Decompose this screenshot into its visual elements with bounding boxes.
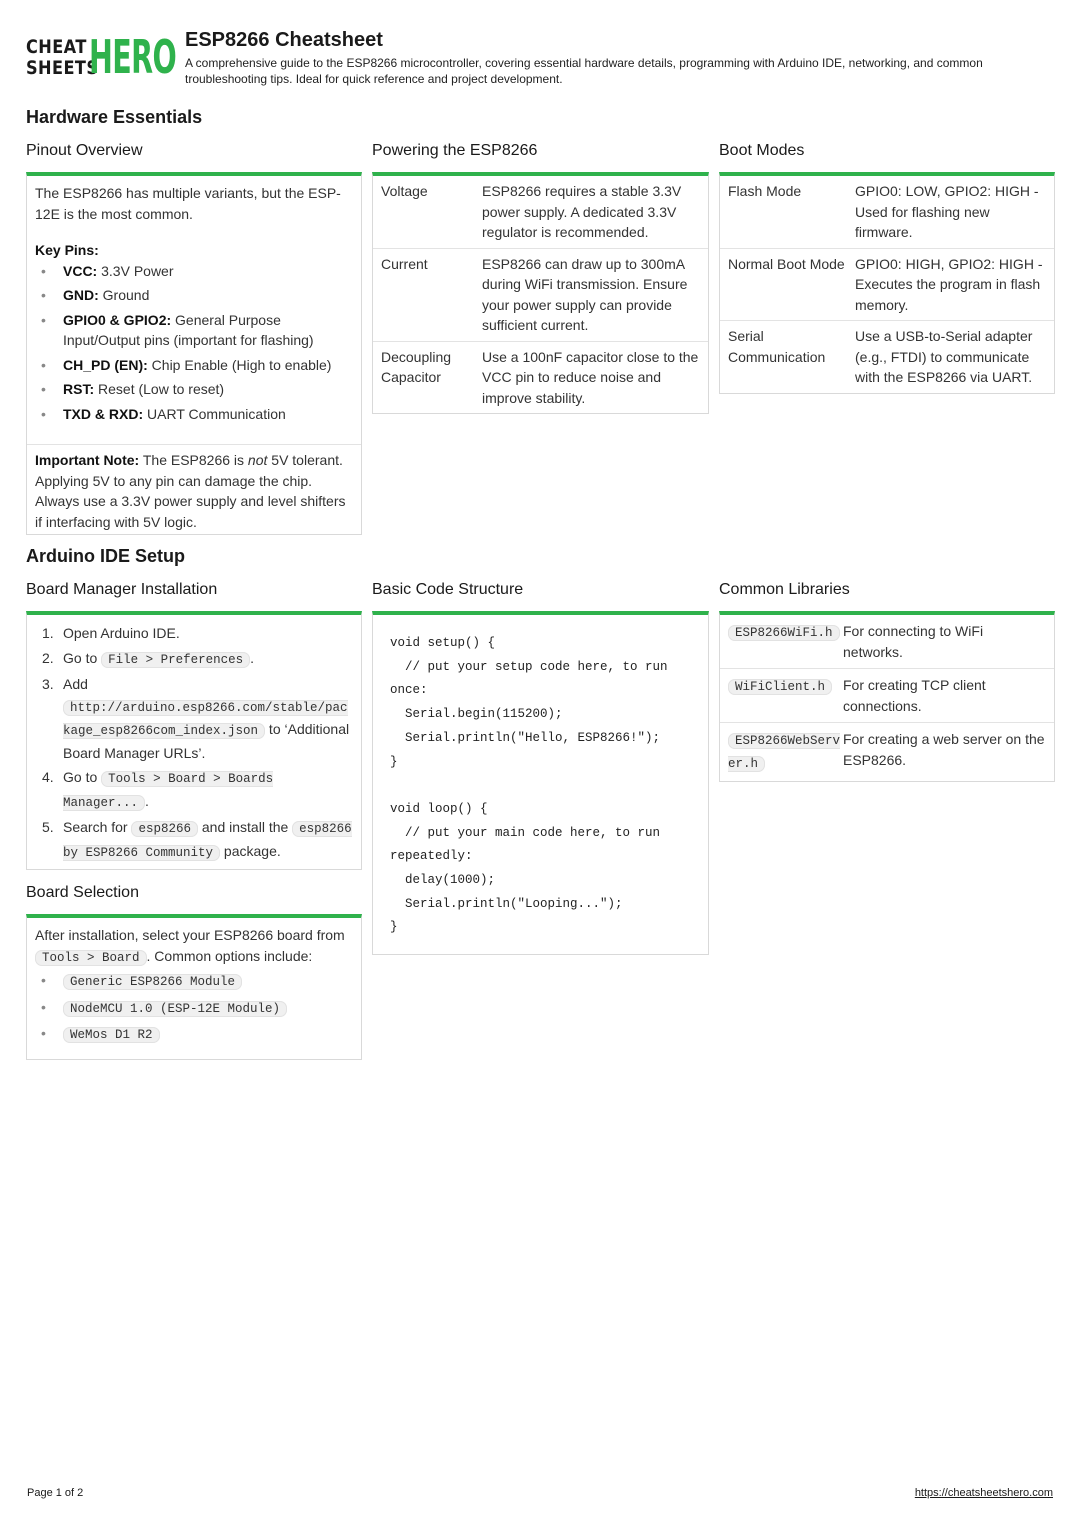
install-step-4: 4. Go to Tools > Board > Boards Manager... . <box>42 769 274 810</box>
boot-mode-key: Flash Mode <box>728 183 802 199</box>
library-row <box>720 615 1054 669</box>
library-row <box>720 723 1054 781</box>
power-value: ESP8266 requires a stable 3.3V power supply. A dedicated 3.3V regulator is recommended. <box>482 183 682 240</box>
libraries-title: Common Libraries <box>719 581 850 598</box>
important-note: Important Note: The ESP8266 is not 5V tolerant. Applying 5V to any pin can damage the chip. Always use a 3.3V power supply and level shifters if interfacing with 5V logic. <box>35 452 346 530</box>
key-pin-item: • VCC: 3.3V Power <box>35 261 353 282</box>
logo-hero: HERO <box>89 30 177 84</box>
board-selection-title: Board Selection <box>26 884 139 901</box>
pinout-card <box>26 172 362 535</box>
board-option: • Generic ESP8266 Module <box>35 970 353 993</box>
boot-mode-value: GPIO0: LOW, GPIO2: HIGH - Used for flashing new firmware. <box>855 183 1039 240</box>
board-manager-url: http://arduino.esp8266.com/stable/package_esp8266com_index.json <box>63 700 348 738</box>
code-block: void setup() { // put your setup code here, to run once: Serial.begin(115200); Serial.println("Hello, ESP8266!"); } void loop() { // put your main code here, to run repeatedly: delay(1000); Serial.println("Looping..."); } <box>390 636 668 935</box>
pinout-title: Pinout Overview <box>26 142 143 159</box>
power-key: Current <box>381 255 428 272</box>
pinout-intro: The ESP8266 has multiple variants, but the ESP-12E is the most common. <box>35 185 341 222</box>
key-pins-label: Key Pins: <box>35 242 99 258</box>
install-step-3: 3. Add http://arduino.esp8266.com/stable/package_esp8266com_index.json to ‘Additional Board Manager URLs’. <box>42 676 350 761</box>
key-pin-item: • RST: Reset (Low to reset) <box>35 379 353 400</box>
power-title: Powering the ESP8266 <box>372 142 538 159</box>
power-key: Voltage <box>381 183 428 199</box>
libraries-card <box>719 611 1055 782</box>
boot-mode-row <box>720 321 1054 393</box>
key-pin-item: • TXD & RXD: UART Communication <box>35 404 353 425</box>
install-steps <box>35 623 353 864</box>
page-number: Page 1 of 2 <box>27 1487 84 1499</box>
power-value: ESP8266 can draw up to 300mA during WiFi transmission. Ensure your power supply can provide sufficient current. <box>482 255 688 333</box>
board-manager-title: Board Manager Installation <box>26 581 218 598</box>
library-value: For connecting to WiFi networks. <box>843 623 984 660</box>
power-card <box>372 172 709 414</box>
key-pin-item: • CH_PD (EN): Chip Enable (High to enable) <box>35 355 353 376</box>
cheatsheets-hero-logo <box>26 30 177 84</box>
boot-card <box>719 172 1055 394</box>
power-value: Use a 100nF capacitor close to the VCC pin to reduce noise and improve stability. <box>482 348 699 406</box>
power-key: Decoupling Capacitor <box>381 348 452 385</box>
board-option: • WeMos D1 R2 <box>35 1023 353 1046</box>
board-options-list <box>35 970 353 1046</box>
code-structure-card <box>372 611 709 955</box>
key-pin-item: • GND: Ground <box>35 285 353 306</box>
page-title: ESP8266 Cheatsheet <box>185 29 383 51</box>
key-pin-item: • GPIO0 & GPIO2: General Purpose Input/Output pins (important for flashing) <box>35 310 353 351</box>
boot-mode-key: Serial Communication <box>728 328 826 365</box>
board-option: • NodeMCU 1.0 (ESP-12E Module) <box>35 997 353 1020</box>
section-hardware-essentials: Hardware Essentials <box>26 107 203 127</box>
section-arduino-ide-setup: Arduino IDE Setup <box>26 546 185 566</box>
key-pins-list <box>35 261 353 425</box>
logo-line1: CHEAT <box>26 36 87 58</box>
boot-mode-row <box>720 176 1054 249</box>
library-key: ESP8266WebServer.h <box>728 734 841 771</box>
power-row <box>373 342 708 414</box>
code-structure-title: Basic Code Structure <box>372 581 524 598</box>
install-step-1: 1. Open Arduino IDE. <box>42 625 180 641</box>
library-value: For creating TCP client connections. <box>843 677 986 714</box>
library-key: ESP8266WiFi.h <box>728 621 843 662</box>
boot-mode-value: Use a USB-to-Serial adapter (e.g., FTDI) to communicate with the ESP8266 via UART. <box>855 328 1033 385</box>
power-row <box>373 249 708 342</box>
boot-title: Boot Modes <box>719 142 805 159</box>
install-step-5: 5. Search for esp8266 and install the esp8266 by ESP8266 Community package. <box>42 819 352 860</box>
page-subtitle: A comprehensive guide to the ESP8266 microcontroller, covering essential hardware details, programming with Arduino IDE, networking, and common troubleshooting tips. Ideal for quick reference and project development. <box>185 56 983 86</box>
library-row <box>720 669 1054 723</box>
logo-line2: SHEETS <box>26 57 99 79</box>
boot-mode-key: Normal Boot Mode <box>728 255 845 272</box>
board-selection-card <box>26 914 362 1060</box>
boot-mode-value: GPIO0: HIGH, GPIO2: HIGH - Executes the program in flash memory. <box>855 255 1043 313</box>
board-selection-intro: After installation, select your ESP8266 board from Tools > Board . Common options include: <box>35 927 345 965</box>
library-key: WiFiClient.h <box>728 675 843 716</box>
power-row <box>373 176 708 249</box>
footer-link[interactable]: https://cheatsheetshero.com <box>914 1487 1053 1499</box>
library-value: For creating a web server on the ESP8266. <box>843 731 1045 768</box>
install-step-2: 2. Go to File > Preferences . <box>42 649 255 667</box>
boot-mode-row <box>720 249 1054 322</box>
board-manager-card <box>26 611 362 870</box>
